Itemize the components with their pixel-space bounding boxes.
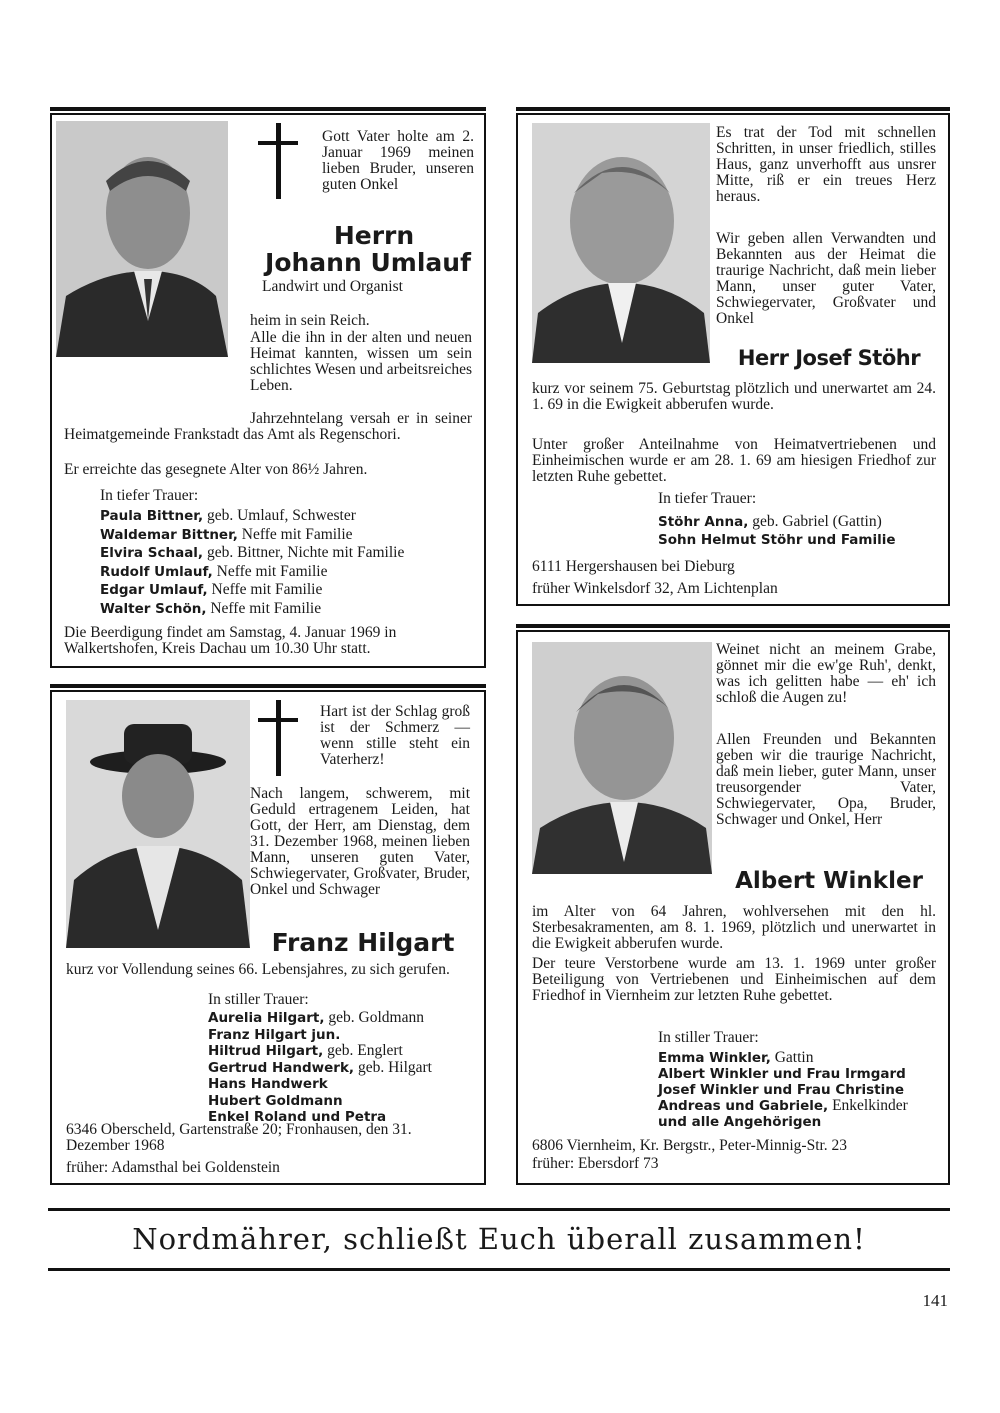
mourner-entry: Stöhr Anna, geb. Gabriel (Gattin) — [658, 513, 882, 530]
mourner-entry: Enkel Roland und Petra — [208, 1109, 387, 1125]
mourner-entry: Albert Winkler und Frau Irmgard — [658, 1066, 906, 1082]
mourner-entry: Franz Hilgart jun. — [208, 1026, 341, 1043]
verse: Hart ist der Schlag groß ist der Schmerz — wenn stille steht ein Vaterherz! — [320, 703, 470, 768]
portrait-photo — [532, 123, 710, 363]
page-number: 141 — [922, 1291, 948, 1310]
funeral-notice: Die Beerdigung findet am Samstag, 4. Januar 1969 in Walkertshofen, Kreis Dachau um 10.30 Uhr statt. — [64, 624, 397, 657]
mourning-heading: In stiller Trauer: — [208, 991, 309, 1008]
paragraph-2: Nach langem, schwerem, mit Geduld ertragenem Leiden, hat Gott, der Herr, am Dienstag, dem 31. Dezember 1968, meinen lieben Mann, unseren guten Vater, Schwiegervater, Großvater, Bruder, Onkel und Schwager — [250, 785, 470, 898]
obituary-franz-hilgart — [50, 690, 486, 1185]
mourner-entry: und alle Angehörigen — [658, 1114, 822, 1130]
cross-icon — [258, 123, 298, 199]
paragraph-4: Unter großer Anteilnahme von Heimatvertriebenen und Einheimischen wurde er am 28. 1. 69 am hiesigen Friedhof zur letzten Ruhe gebettet. — [532, 436, 936, 485]
intro-text: Es trat der Tod mit schnellen Schritten, in unser friedlich, stilles Haus, ganz unverhofft aus unsrer Mitte, riß er ein treues Herz heraus. — [716, 124, 936, 205]
mourning-heading: In tiefer Trauer: — [100, 487, 199, 504]
mourner-entry: Sohn Helmut Stöhr und Familie — [658, 532, 896, 548]
mourner-entry: Hiltrud Hilgart, geb. Englert — [208, 1042, 403, 1059]
deceased-name: Johann Umlauf — [265, 248, 471, 277]
former-address: früher Winkelsdorf 32, Am Lichtenplan — [532, 580, 778, 597]
mourner-entry: Walter Schön, Neffe mit Familie — [100, 599, 322, 617]
paragraph-2: Wir geben allen Verwandten und Bekannten aus der Heimat die traurige Nachricht, daß mein lieber Mann, unser guter Vater, Schwiegervater, Großvater und Onkel — [716, 230, 936, 327]
obituary-johann-umlauf — [50, 113, 486, 668]
title-herrn: Herrn — [333, 221, 415, 250]
mourning-heading: In tiefer Trauer: — [658, 490, 757, 507]
address: 6111 Hergershausen bei Dieburg — [532, 558, 735, 575]
mourner-entry: Emma Winkler, Gattin — [658, 1049, 814, 1066]
occupation: Landwirt und Organist — [262, 278, 403, 295]
mourning-heading: In stiller Trauer: — [658, 1029, 759, 1046]
paragraph-3: kurz vor Vollendung seines 66. Lebensjahres, zu sich gerufen. — [66, 961, 450, 978]
address: 6346 Oberscheld, Gartenstraße 20; Fronhausen, den 31. Dezember 1968 — [66, 1121, 412, 1154]
mourner-entry: Aurelia Hilgart, geb. Goldmann — [208, 1009, 424, 1026]
divider-bottom — [48, 1268, 950, 1271]
obituary-josef-stoehr — [516, 113, 950, 606]
mourner-entry: Paula Bittner, geb. Umlauf, Schwester — [100, 507, 356, 524]
verse: Weinet nicht an meinem Grabe, gönnet mir die ew'ge Ruh', denkt, was ich gelitten habe — eh' ich schloß die Augen zu! — [716, 641, 936, 706]
paragraph-3: im Alter von 64 Jahren, wohlversehen mit den hl. Sterbesakramenten, am 8. 1. 1969, plötzlich und unerwartet in die Ewigkeit abberufen wurde. — [532, 903, 936, 952]
deceased-name: Herr Josef Stöhr — [737, 346, 921, 370]
intro-text: Gott Vater holte am 2. Januar 1969 meinen lieben Bruder, unseren guten Onkel — [322, 128, 474, 193]
deceased-name: Franz Hilgart — [271, 928, 455, 957]
paragraph-1: heim in sein Reich. — [250, 312, 370, 329]
obituary-albert-winkler — [516, 630, 950, 1185]
mourner-entry: Josef Winkler und Frau Christine — [658, 1082, 905, 1098]
mourners-list — [100, 507, 480, 618]
paragraph-3: kurz vor seinem 75. Geburtstag plötzlich und unerwartet am 24. 1. 69 in die Ewigkeit abberufen wurde. — [532, 380, 936, 413]
mourner-entry: Gertrud Handwerk, geb. Hilgart — [208, 1058, 432, 1076]
former-address: früher: Ebersdorf 73 — [532, 1155, 659, 1172]
mourners-list — [658, 513, 948, 549]
portrait-photo — [66, 700, 250, 948]
mourner-entry: Waldemar Bittner, Neffe mit Familie — [100, 525, 353, 543]
mourner-entry: Hans Handwerk — [208, 1076, 328, 1092]
mourner-entry: Elvira Schaal, geb. Bittner, Nichte mit Familie — [100, 544, 405, 561]
paragraph-2: Allen Freunden und Bekannten geben wir die traurige Nachricht, daß mein lieber, guter Mann, unser treusorgender Vater, Schwiegervater, Opa, Bruder, Schwager und Onkel, Herr — [716, 731, 936, 828]
cross-icon — [258, 700, 298, 776]
paragraph-3: Jahrzehntelang versah er in seiner Heimatgemeinde Frankstadt das Amt als Regenschori. — [64, 410, 472, 443]
portrait-photo — [532, 642, 712, 874]
mourners-list — [658, 1050, 948, 1130]
mourner-entry: Hubert Goldmann — [208, 1092, 343, 1109]
paragraph-2: Alle die ihn in der alten und neuen Heimat kannten, wissen um sein schlichtes Wesen und arbeitsreiches Leben. — [250, 329, 472, 394]
mourners-list — [208, 1010, 478, 1126]
address: 6806 Viernheim, Kr. Bergstr., Peter-Minnig-Str. 23 — [532, 1137, 848, 1154]
paragraph-4: Er erreichte das gesegnete Alter von 86½ Jahren. — [64, 461, 368, 478]
mourner-entry: Andreas und Gabriele, Enkelkinder — [658, 1097, 908, 1114]
mourner-entry: Edgar Umlauf, Neffe mit Familie — [100, 581, 323, 598]
paragraph-4: Der teure Verstorbene wurde am 13. 1. 1969 unter großer Beteiligung von Vertriebenen und Einheimischen auf dem Friedhof in Viernheim zur letzten Ruhe gebettet. — [532, 955, 936, 1004]
portrait-photo — [56, 121, 228, 357]
divider-top — [48, 1208, 950, 1211]
slogan: Nordmährer, schließt Euch überall zusammen! — [132, 1222, 866, 1256]
deceased-name: Albert Winkler — [735, 868, 923, 894]
mourner-entry: Rudolf Umlauf, Neffe mit Familie — [100, 562, 328, 580]
former-address: früher: Adamsthal bei Goldenstein — [66, 1159, 280, 1176]
